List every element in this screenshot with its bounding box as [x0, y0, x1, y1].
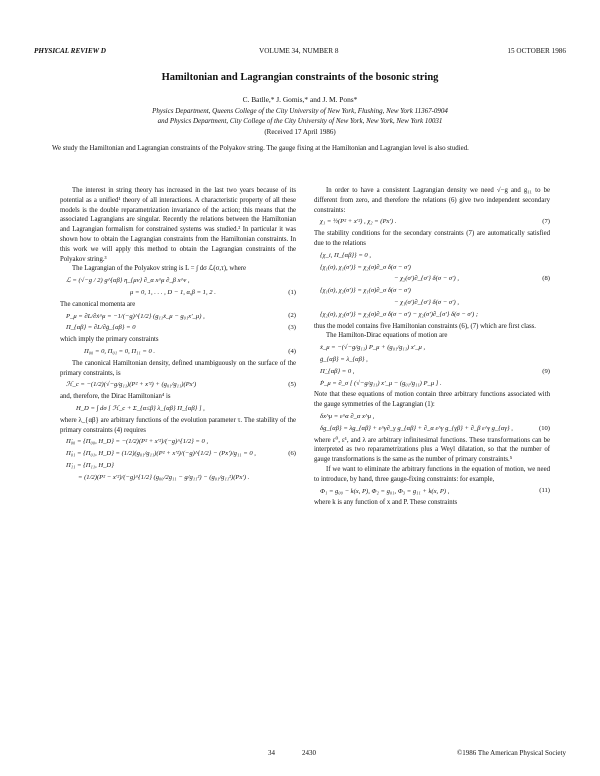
equation-5: ℋ_c = −(1/2)(√−g/g₁₁)(P² + x′²) + (g₀₁/g₁₁)(Px′) (5) [66, 381, 296, 389]
left-column [60, 186, 296, 485]
right-column [314, 186, 550, 508]
paragraph: where λ_{αβ} are arbitrary functions of the evolution parameter τ. The stability of the primary constraints (4) requires [60, 416, 296, 434]
paragraph: where k is any function of x and P. These constraints [314, 499, 458, 507]
paragraph: thus the model contains five Hamiltonian constraints (6), (7) which are first class. [314, 322, 536, 330]
affiliation-1: Physics Department, Queens College of the City University of New York, Flushing, New York 11367-0904 [152, 107, 448, 115]
equation-8d: {χ₁(σ), χ₂(σ′)} = χ₁(σ)∂_σ δ(σ − σ′) [320, 287, 411, 295]
paragraph: The canonical momenta are [60, 300, 136, 308]
paragraph: which imply the primary constraints [60, 336, 159, 344]
equation-1-indices: μ = 0, 1, . . . , D − 1, α,β = 1, 2 . (1) [130, 288, 296, 296]
paragraph: The canonical Hamiltonian density, defined unambiguously on the surface of the primary constraints, is [60, 359, 296, 377]
equation-1: ℒ = (√−g / 2) g^{αβ} η_{μν} ∂_α x^μ ∂_β x^ν , [66, 277, 190, 285]
paragraph: The Lagrangian of the Polyakov string is L = ∫ dσ ℒ(σ,τ), where [72, 265, 247, 273]
journal-name: PHYSICAL REVIEW D [34, 47, 106, 55]
equation-8b: {χ₁(σ), χ₁(σ′)} = χ₂(σ)∂_σ δ(σ − σ′) [320, 263, 411, 271]
equation-6a: Π̇₀₀ = {Π₀₀, H_D} = −(1/2)(P² + x′²)/(−g)^{1/2} = 0 , [66, 438, 209, 446]
equation-6c: Π̇₁₁ = {Π₁₁, H_D} [66, 461, 114, 469]
paragraph: The Hamilton-Dirac equations of motion are [326, 332, 448, 340]
paragraph: Note that these equations of motion contain three arbitrary functions associated with the gauge symmetries of the Lagrangian (1): [314, 391, 550, 409]
paper-title: Hamiltonian and Lagrangian constraints of the bosonic string [161, 72, 439, 83]
equation-8c: − χ₂(σ′)∂_{σ′} δ(σ − σ′) , (8) [394, 275, 550, 283]
affiliation-2: and Physics Department, City College of the City University of New York, New York, New York 10031 [157, 116, 443, 125]
equation-8a: {χ_i, Π_{αβ}} = 0 , [320, 251, 372, 259]
abstract: We study the Hamiltonian and Lagrangian constraints of the Polyakov string. The gauge fixing at the Hamiltonian and Lagrangian level is also studied. [52, 145, 469, 152]
volume-number: VOLUME 34, NUMBER 8 [259, 47, 339, 55]
equation-2: P_μ = ∂L/∂ẋ^μ = −1/(−g)^{1/2} (g₁₁ẋ_μ − g₀₁x′_μ) , (2) [66, 312, 296, 320]
equation-7: χ₁ = ½(P² + x′²) , χ₂ = (Px′) . (7) [320, 218, 550, 226]
equation-9b: ġ_{αβ} = λ_{αβ} , [320, 355, 368, 363]
equation-10b: δg_{αβ} = λg_{αβ} + ε^γ∂_γ g_{αβ} + ∂_α ε^γ g_{γβ} + ∂_β ε^γ g_{αγ} , (10) [320, 424, 550, 432]
equation-9d: Ṗ_μ = ∂_σ [ (√−g/g₁₁) x′_μ − (g₀₁/g₁₁) P_μ ] . [320, 379, 442, 387]
equation-9a: ẋ_μ = −(√−g/g₁₁) P_μ + (g₀₁/g₁₁) x′_μ , [320, 344, 426, 352]
paragraph: The stability conditions for the secondary constraints (7) are automatically satisfied due to the relations [314, 230, 550, 247]
equation-6d: = (1/2)(P² − x′²)/(−g)^{1/2} (g₀₀/2g₁₁ − g/g₁₁²) − (g₀₁/g₁₁²)(Px′) . [78, 473, 250, 481]
equation-9c: Π̇_{αβ} = 0 , (9) [320, 367, 550, 375]
equation-11: Φ₁ = g₀₀ − k(x, P), Φ₂ = g₀₁, Φ₃ = g₁₁ + k(x, P) , (11) [320, 487, 550, 495]
equation-dirac-hamiltonian: H_D = ∫ dσ [ ℋ_c + Σ_{α≤β} λ_{αβ} Π_{αβ} ] , [76, 404, 205, 412]
equation-4: Π₀₀ = 0, Π₀₁ = 0, Π₁₁ = 0 . (4) [84, 347, 296, 355]
paragraph: and, therefore, the Dirac Hamiltonian⁴ is [60, 393, 171, 401]
affiliations [0, 107, 600, 126]
paragraph: The interest in string theory has increased in the last two years because of its potential as a unified¹ theory of all interactions. A characteristic property of all these models is the double reparametrization invariance of the action; this means that the associated Lagrangians are singular. Recently the relations between the Hamiltonian and Lagrangian formalism for constrained systems was studied.² In particular it was shown how to obtain the Lagrangian constraints from the Hamiltonian constraints. In this work we will apply this method to obtain the Lagrangian constraints of the Polyakov string.³ [60, 187, 296, 263]
copyright: ©1986 The American Physical Society [456, 749, 566, 757]
page-number: 2430 [302, 749, 316, 757]
paragraph: In order to have a consistent Lagrangian density we need √−g and g₁₁ to be different from zero, and therefore the relations (6) give two independent secondary constraints: [314, 187, 550, 214]
equation-10a: δx^μ = ε^α ∂_α x^μ , [320, 412, 375, 420]
equation-8f: {χ₂(σ), χ₂(σ′)} = χ₂(σ)∂_σ δ(σ − σ′) − χ₂(σ′)∂_{σ′} δ(σ − σ′) ; [320, 310, 479, 318]
running-header [34, 47, 566, 59]
received-date: (Received 17 April 1986) [264, 128, 336, 136]
paragraph: If we want to eliminate the arbitrary functions in the equation of motion, we need to introduce, by hand, three gauge-fixing constraints: for example, [314, 465, 550, 483]
equation-6b: Π̇₀₁ = {Π₀₁, H_D} = (1/2)(g₀₁/g₁₁)(P² + x′²)/(−g)^{1/2} − (Px′)/g₁₁ = 0 , (6) [66, 450, 296, 458]
page-footer [34, 749, 566, 761]
footer-volume: 34 [268, 749, 275, 757]
paragraph: where ε⁰, ε¹, and λ are arbitrary infinitesimal functions. These transformations can be interpreted as two reparametrizations plus a Weyl dilatation, so that the number of gauge transformations is the same as the number of primary constraints.⁵ [314, 436, 550, 464]
equation-3: Π_{αβ} = ∂L/∂ġ_{αβ} = 0 (3) [66, 324, 296, 332]
author-list: C. Batlle,* J. Gomis,* and J. M. Pons* [242, 95, 358, 104]
equation-8e: − χ₁(σ′)∂_{σ′} δ(σ − σ′) , [394, 298, 459, 306]
issue-date: 15 OCTOBER 1986 [507, 47, 566, 55]
